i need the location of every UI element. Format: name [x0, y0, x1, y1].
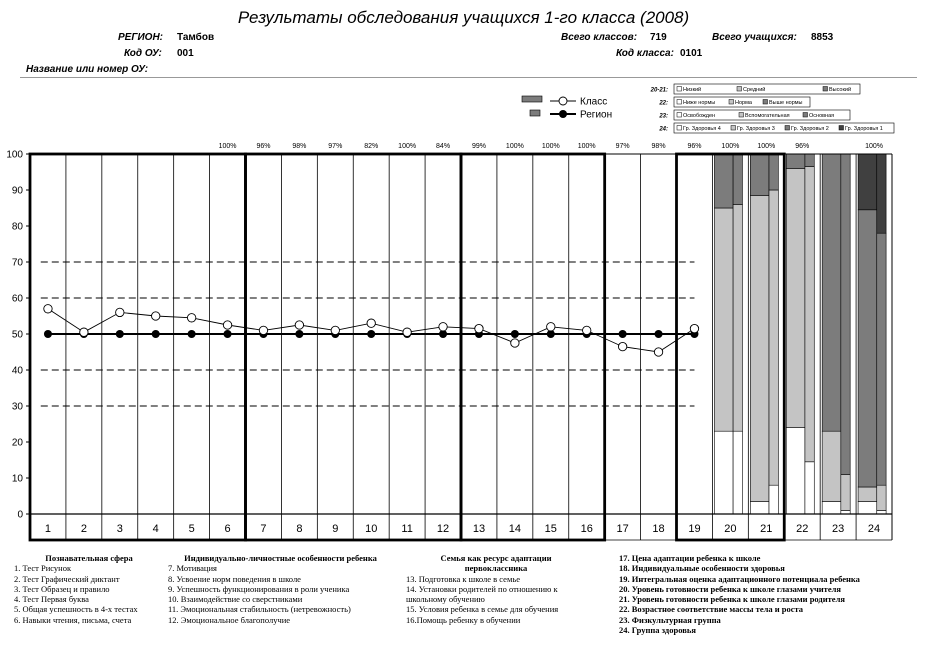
bar-segment-region — [769, 154, 778, 190]
notes-item: 6. Навыки чтения, письма, счета — [14, 614, 132, 625]
notes-item: 17. Цена адаптации ребенка к школе — [619, 553, 761, 563]
notes-item: 22. Возрастное соответствие массы тела и роста — [619, 604, 804, 615]
point-class — [80, 328, 88, 336]
bar-segment-class — [786, 168, 805, 427]
bar-segment-class — [714, 431, 733, 514]
bar-segment-region — [841, 474, 850, 510]
notes-item: 5. Общая успешность в 4-х тестах — [14, 604, 138, 615]
point-class — [187, 314, 195, 322]
percent-label: 100% — [721, 143, 740, 150]
notes-col-family — [406, 553, 586, 625]
notes-col-cognitive — [14, 553, 164, 625]
percent-label: 100% — [218, 143, 237, 150]
legend-table-swatch — [729, 100, 734, 105]
x-tick-label: 17 — [616, 523, 629, 535]
point-class — [367, 319, 375, 327]
point-region — [188, 330, 196, 338]
legend-table-swatch — [739, 113, 744, 118]
bar-segment-region — [805, 462, 814, 514]
legend-table-key: 24: — [659, 126, 668, 133]
legend-label-region: Регион — [580, 109, 613, 121]
legend-table-key: 20-21: — [650, 87, 668, 94]
bar-segment-region — [805, 154, 814, 167]
x-tick-label: 24 — [867, 523, 881, 535]
notes-item: 20. Уровень готовности ребенка к школе глазами учителя — [619, 583, 841, 594]
x-tick-label: 16 — [580, 523, 593, 535]
bar-segment-class — [858, 154, 877, 210]
point-region — [44, 330, 52, 338]
legend-label-class: Класс — [580, 96, 608, 108]
legend-bar-swatch-region — [530, 110, 540, 116]
y-tick-label: 70 — [11, 257, 23, 269]
legend-table-swatch — [763, 100, 768, 105]
chart-lines — [44, 305, 699, 357]
percent-label: 84% — [436, 143, 451, 150]
point-class — [511, 339, 519, 347]
notes-item: 8. Усвоение норм поведения в школе — [168, 573, 301, 584]
point-class — [654, 348, 662, 356]
notes-col-other — [619, 553, 919, 635]
bar-segment-class — [786, 428, 805, 514]
legend-table-swatch — [823, 87, 828, 92]
point-region — [295, 330, 303, 338]
legend-table-label: Высокий — [829, 87, 852, 93]
legend-table-swatch — [839, 126, 844, 131]
percent-label: 98% — [651, 143, 666, 150]
legend-table-key: 23: — [659, 113, 668, 120]
x-tick-label: 18 — [652, 523, 665, 535]
legend-table-label: Выше нормы — [769, 100, 803, 106]
point-region — [224, 330, 232, 338]
percent-label: 100% — [541, 143, 560, 150]
x-tick-label: 1 — [44, 523, 52, 535]
page-title: Результаты обследования учащихся 1-го класса (2008) — [237, 8, 690, 27]
x-tick-label: 19 — [688, 523, 701, 535]
percent-label: 100% — [757, 143, 776, 150]
point-class — [223, 321, 231, 329]
y-tick-label: 10 — [11, 473, 23, 485]
legend-table-key: 22: — [659, 100, 668, 107]
bar-segment-class — [858, 501, 877, 514]
total-students-label: Всего учащихся: — [712, 32, 797, 43]
bar-segment-class — [750, 154, 769, 195]
point-region — [619, 330, 627, 338]
percent-label: 100% — [865, 143, 883, 150]
legend-table-swatch — [677, 87, 682, 92]
y-tick-label: 50 — [11, 329, 23, 341]
notes-item: 11. Эмоциональная стабильность (нетревожность) — [168, 604, 351, 615]
x-tick-label: 12 — [436, 523, 450, 535]
y-tick-label: 40 — [11, 365, 23, 377]
bar-segment-region — [841, 154, 850, 474]
point-class — [259, 326, 267, 334]
x-tick-label: 2 — [80, 523, 87, 535]
point-class — [116, 308, 124, 316]
bar-segment-class — [786, 154, 805, 168]
point-region — [116, 330, 124, 338]
percent-label: 99% — [471, 143, 486, 150]
bar-segment-region — [733, 431, 742, 514]
notes-col-personal — [168, 553, 393, 625]
code-value: 001 — [177, 48, 194, 59]
point-class — [331, 326, 339, 334]
percent-label: 100% — [577, 143, 596, 150]
legend-table-label: Гр. Здоровья 3 — [737, 126, 775, 132]
point-class — [547, 323, 555, 331]
percent-label: 96% — [687, 143, 702, 150]
point-class — [403, 328, 411, 336]
x-tick-label: 6 — [224, 523, 231, 535]
legend-marker-class — [559, 97, 567, 105]
notes-item: 7. Мотивация — [168, 563, 217, 574]
bar-segment-region — [769, 485, 778, 514]
notes-item: 24. Группа здоровья — [619, 625, 696, 636]
bar-segment-region — [877, 485, 886, 510]
notes-item: 14. Установки родителей по отношению к школьному обучению — [406, 583, 558, 605]
legend-table-label: Норма — [735, 100, 752, 106]
x-tick-label: 10 — [365, 523, 378, 535]
notes-item: 13. Подготовка к школе в семье — [406, 573, 520, 584]
bar-segment-class — [858, 487, 877, 501]
legend-table-label: Гр. Здоровья 2 — [791, 126, 829, 132]
chart-stacked-bars — [714, 154, 886, 514]
region-value: Тамбов — [177, 32, 215, 43]
notes-item: 18. Индивидуальные особенности здоровья — [619, 563, 785, 574]
bar-segment-region — [877, 154, 886, 233]
x-tick-label: 11 — [401, 523, 413, 535]
notes-item: 21. Уровень готовности ребенка к школе глазами родителя — [619, 594, 845, 605]
y-tick-label: 80 — [11, 221, 23, 233]
x-tick-label: 13 — [472, 523, 486, 535]
y-tick-label: 0 — [17, 509, 23, 521]
bar-segment-region — [733, 204, 742, 431]
total-classes-value: 719 — [650, 32, 667, 43]
x-tick-label: 3 — [116, 523, 123, 535]
bar-segment-region — [769, 190, 778, 485]
percent-label: 96% — [256, 143, 271, 150]
class-code-value: 0101 — [680, 48, 703, 59]
region-label: РЕГИОН: — [118, 32, 163, 43]
bar-segment-region — [805, 167, 814, 462]
bar-segment-class — [714, 154, 733, 208]
percent-label: 98% — [292, 143, 307, 150]
total-students-value: 8853 — [811, 32, 834, 43]
legend-table-label: Ниже нормы — [683, 100, 716, 106]
point-region — [152, 330, 160, 338]
legend-marker-region — [559, 110, 567, 118]
legend-table-swatch — [731, 126, 736, 131]
x-tick-label: 15 — [544, 523, 557, 535]
y-tick-label: 60 — [11, 293, 23, 305]
notes-item: 10. Взаимодействие со сверстниками — [168, 594, 303, 605]
notes-col3-title: Семья как ресурс адаптации первоклассника — [440, 553, 552, 574]
notes-item: 9. Успешность функционирования в роли ученика — [168, 583, 350, 594]
notes-item: 16.Помощь ребенку в обучении — [406, 614, 521, 625]
x-tick-label: 22 — [796, 523, 809, 535]
notes-item: 4. Тест Первая буква — [14, 594, 89, 605]
x-tick-label: 20 — [724, 523, 737, 535]
bar-segment-region — [733, 154, 742, 204]
legend-table-label: Гр. Здоровья 4 — [683, 126, 721, 132]
point-region — [511, 330, 519, 338]
point-class — [44, 305, 52, 313]
bar-segment-class — [858, 210, 877, 487]
bar-segment-class — [822, 154, 841, 431]
y-tick-label: 20 — [11, 437, 23, 449]
legend-table-label: Низкий — [683, 87, 702, 93]
point-class — [583, 326, 591, 334]
percent-label: 97% — [615, 143, 630, 150]
point-region — [655, 330, 663, 338]
x-tick-label: 4 — [152, 523, 159, 535]
y-tick-label: 90 — [11, 185, 23, 197]
legend-table-label: Освобожден — [683, 113, 716, 119]
notes-item: 23. Физкультурная группа — [619, 614, 721, 625]
legend-table-swatch — [677, 113, 682, 118]
percent-label: 100% — [398, 143, 417, 150]
point-class — [439, 323, 447, 331]
notes-item: 3. Тест Образец и правило — [14, 583, 110, 594]
legend-table-label: Средний — [743, 87, 766, 93]
x-tick-label: 21 — [760, 523, 773, 535]
bar-segment-class — [714, 208, 733, 431]
notes-col1-title: Познавательная сфера — [45, 553, 133, 563]
chart-legend — [522, 84, 894, 133]
bar-segment-region — [877, 233, 886, 485]
class-code-label: Код класса: — [616, 48, 674, 59]
legend-table-swatch — [677, 126, 682, 131]
legend-table-swatch — [803, 113, 808, 118]
legend-table-label: Вспомогательная — [745, 113, 790, 119]
notes-item: 19. Интегральная оценка адаптационного потенциала ребенка — [619, 573, 860, 584]
x-tick-label: 23 — [832, 523, 845, 535]
notes-col2-title: Индивидуально-личностные особенности ребенка — [184, 553, 377, 563]
y-tick-label: 30 — [11, 401, 23, 413]
school-name-label: Название или номер ОУ: — [26, 64, 149, 75]
y-tick-label: 100 — [6, 149, 23, 161]
notes-item: 2. Тест Графический диктант — [14, 573, 120, 584]
point-class — [690, 324, 698, 332]
x-tick-label: 9 — [332, 523, 339, 535]
point-class — [295, 321, 303, 329]
notes-item: 1. Тест Рисунок — [14, 563, 72, 574]
legend-table-label: Гр. Здоровья 1 — [845, 126, 883, 132]
bar-segment-class — [750, 501, 769, 514]
bar-segment-class — [822, 431, 841, 501]
code-label: Код ОУ: — [124, 48, 162, 59]
percent-label: 82% — [364, 143, 379, 150]
point-region — [367, 330, 375, 338]
percent-label: 100% — [505, 143, 524, 150]
legend-table-swatch — [737, 87, 742, 92]
x-tick-label: 5 — [188, 523, 195, 535]
legend-bar-swatch-class — [522, 96, 542, 102]
point-class — [475, 324, 483, 332]
bar-segment-class — [822, 501, 841, 514]
legend-table-label: Основная — [809, 113, 835, 119]
notes-item: 12. Эмоциональное благополучие — [168, 614, 291, 625]
x-tick-label: 7 — [260, 523, 267, 535]
point-class — [618, 342, 626, 350]
percent-label: 96% — [795, 143, 810, 150]
notes-item: 15. Условия ребенка в семье для обучения — [406, 604, 559, 615]
total-classes-label: Всего классов: — [561, 32, 638, 43]
point-class — [152, 312, 160, 320]
percent-label: 97% — [328, 143, 343, 150]
x-tick-label: 8 — [296, 523, 303, 535]
x-tick-label: 14 — [508, 523, 521, 535]
bar-segment-class — [750, 195, 769, 501]
legend-table-swatch — [785, 126, 790, 131]
legend-table-swatch — [677, 100, 682, 105]
